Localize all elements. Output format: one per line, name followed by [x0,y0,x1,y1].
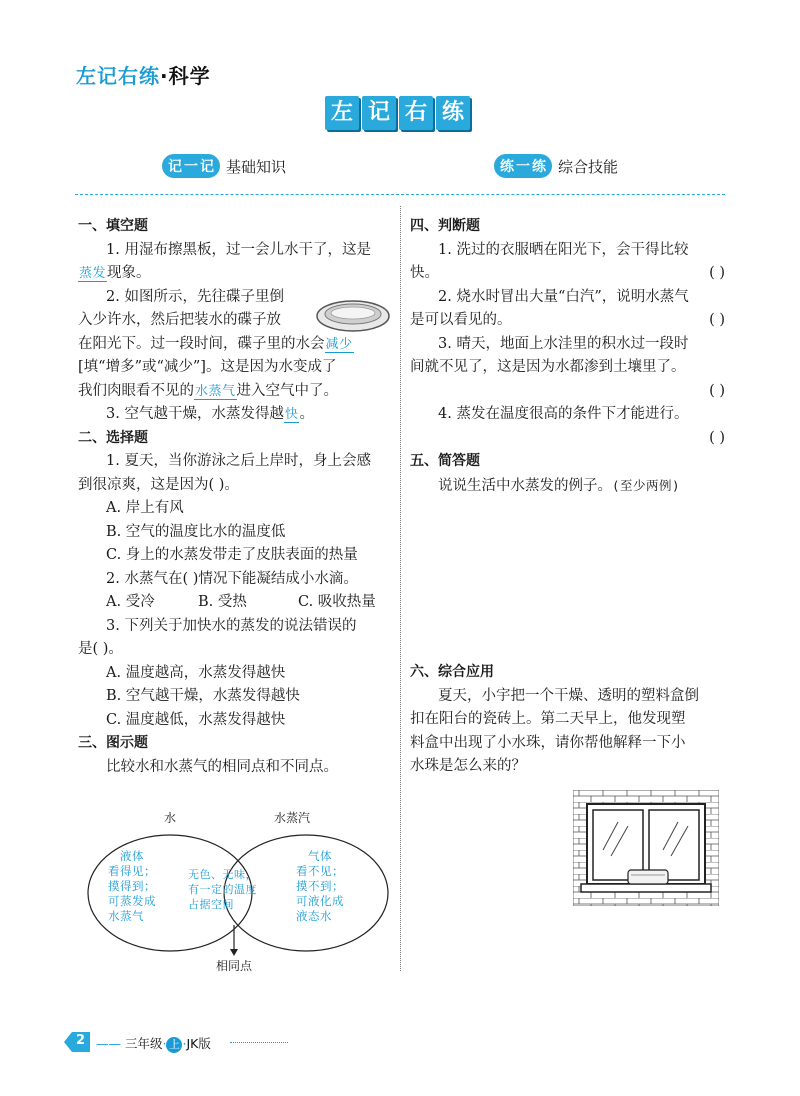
q4-item3-paren-row [410,380,725,404]
banner-char: 练 [436,96,470,130]
q1-text: 进入空气中了。 [236,382,339,399]
venn-diagram [78,805,398,975]
q6-text-line: 水珠是怎么来的？ [410,758,526,774]
left-section-heading [162,154,286,178]
venn-text-line: 摸不到； [296,879,344,893]
q4-text: 快。 [410,265,439,281]
venn-text-line: 可液化成 [296,894,344,908]
left-section-title: 基础知识 [226,157,287,176]
answer-text: 减少 [325,336,353,352]
venn-text-line: 可蒸发成 [108,894,156,908]
q3-title: 三、图示题 [78,735,148,751]
q1-item3 [78,403,393,427]
q2-option: B. 受热 [198,594,247,610]
page-number: 2 [76,1033,86,1048]
venn-text-line: 无色、无味， [188,868,257,881]
badge-char: 练 [532,159,546,175]
venn-text-line: 液体 [120,849,144,863]
q5-text: 说说生活中水蒸发的例子。 [438,477,612,494]
q5-title: 五、简答题 [410,453,480,469]
venn-text-line: 液态水 [296,909,332,923]
q4-text: 是可以看见的。 [410,312,512,328]
venn-water-text [108,849,168,924]
q6-text-line: 扣在阳台的瓷砖上。第二天早上，他发现塑 [410,711,686,727]
q6-text-line: 夏天，小宇把一个干燥、透明的塑料盒倒 [438,687,699,704]
q2-option: A. 受冷 [106,594,155,610]
q6-title: 六、综合应用 [410,664,494,680]
q2-option: B. 空气越干燥，水蒸发得越快 [106,688,300,704]
q2-title: 二、选择题 [78,429,148,446]
venn-text-line: 气体 [308,849,332,863]
footer-rule [230,1042,288,1043]
venn-text-line: 有一定的温度 [188,883,257,896]
q6-text-line: 料盒中出现了小水珠，请你帮他解释一下小 [410,734,686,751]
badge-char: 记 [200,159,214,175]
footer-dash: —— [96,1036,125,1051]
q2-option: C. 身上的水蒸发带走了皮肤表面的热量 [106,547,358,563]
q1-text: 3. 空气越干燥，水蒸发得越 [106,406,284,422]
q2-option: A. 温度越高，水蒸发得越快 [106,664,286,681]
q3-prompt: 比较水和水蒸气的相同点和不同点。 [106,758,338,775]
q2-option: C. 吸收热量 [298,594,376,610]
q2-item2-options [78,591,393,615]
q4-item1-cont [410,262,725,286]
venn-vapor-text [296,849,360,924]
edition-text: JK版 [186,1036,211,1051]
dish-illustration [314,290,392,336]
q1-item2-hint: [填“增多”或“减少”]。这是因为水变成了 [78,359,337,375]
badge-char: 练 [500,159,514,175]
q4-item4-paren-row [410,427,725,451]
q1-item1-cont [78,262,393,286]
q4-item1: 1. 洗过的衣服晒在阳光下，会干得比较 [438,241,689,258]
venn-text-line: 占据空间 [188,898,234,911]
venn-text-line: 摸得到； [108,879,156,893]
right-column [410,215,725,498]
q2-option: C. 温度越低，水蒸发得越快 [106,711,286,728]
section-banner [325,96,470,130]
q1-item2: 2. 如图所示，先往碟子里倒 [106,288,284,305]
answer-text: 快 [284,407,299,422]
column-divider [400,206,401,971]
answer-paren: ( ) [709,382,725,399]
brand-title [76,60,211,89]
q2-option: A. 岸上有风 [106,500,184,516]
q4-item3: 3. 晴天，地面上水洼里的积水过一段时 [438,335,689,352]
answer-text: 水蒸气 [195,383,236,399]
q4-item4: 4. 蒸发在温度很高的条件下才能进行。 [438,406,689,422]
balcony-window-illustration [573,790,719,906]
q2-item3-cont: 是( )。 [78,641,123,657]
q1-text: 在阳光下。过一段时间，碟子里的水会 [78,335,325,352]
banner-char: 记 [362,96,396,130]
q2-item1-cont: 到很凉爽，这是因为( )。 [78,476,239,493]
q1-text: 我们肉眼看不见的 [78,382,194,399]
right-section-title: 综合技能 [558,157,619,176]
subject-name: ·科学 [160,64,211,88]
q1-item1 [78,239,393,263]
q4-item3-cont: 间就不见了，这是因为水都渗到土壤里了。 [410,359,686,375]
footer-grade: —— 三年级· 上 ·JK版 [96,1036,211,1051]
q1-item2-end [78,380,393,404]
term-badge: 上 [166,1037,182,1053]
answer-paren: ( ) [709,265,725,281]
q2-item1: 1. 夏天，当你游泳之后上岸时，身上会感 [106,453,371,469]
q1-item2-line [78,333,393,357]
answer-paren: ( ) [709,312,725,328]
answer-paren: ( ) [709,429,725,446]
header-divider [75,194,725,195]
q1-item2-cont: 入少许水，然后把装水的碟子放 [78,312,281,328]
q4-item2-cont [410,309,725,333]
banner-char: 右 [399,96,433,130]
q2-item2: 2. 水蒸气在( )情况下能凝结成小水滴。 [106,570,358,587]
grade-text: 三年级 [124,1036,163,1051]
q4-item2: 2. 烧水时冒出大量“白汽”，说明水蒸气 [438,288,689,305]
badge-char: 记 [168,159,182,175]
brand-name: 左记右练 [76,64,160,88]
venn-text-line: 水蒸气 [108,909,144,923]
venn-label-common: 相同点 [216,959,253,973]
q1-text: 。 [299,406,314,422]
venn-text-line: 看不见； [296,864,344,878]
q1-text: 1. 用湿布擦黑板，过一会儿水干了，这是 [106,241,371,258]
venn-label-water: 水 [164,811,177,825]
q2-item3: 3. 下列关于加快水的蒸发的说法错误的 [106,617,357,634]
right-badge [494,154,552,178]
venn-text-line: 看得见； [108,864,156,878]
q4-title: 四、判断题 [410,218,480,234]
badge-char: 一 [516,159,530,175]
q6-block [410,661,725,779]
q5-note: (至少两例) [612,477,681,493]
left-badge [162,154,220,178]
answer-text: 蒸发 [79,266,107,281]
q2-option: B. 空气的温度比水的温度低 [106,523,286,540]
badge-char: 一 [184,159,198,175]
right-section-heading [494,154,618,178]
venn-label-vapor: 水蒸汽 [274,811,311,825]
banner-char: 左 [325,96,359,130]
venn-common-text [188,867,284,912]
q1-title: 一、填空题 [78,218,148,234]
q5-prompt [410,474,725,499]
q1-text: 现象。 [107,265,151,281]
